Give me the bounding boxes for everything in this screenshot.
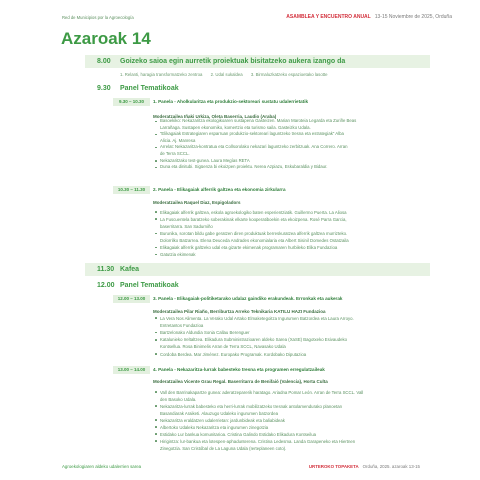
speaker-item: Nekazaritzako test-gunea. Laura Megías RETA	[153, 158, 356, 165]
panel-title: 4. Panela - Nekazaritza-lurrak babesteko tresna eta programen erregulatzaileak	[153, 366, 325, 372]
panel-time: 9.30 – 10.30	[113, 98, 150, 106]
panel-time: 12.00 – 13.00	[113, 295, 150, 303]
panel-1-header	[113, 98, 433, 106]
row-time: 12.00	[97, 281, 115, 289]
speaker-item: Elikagaiak alferrik galtzeko udal eta gizarte ekimenak programaren hurbileko Elika Fundazioa	[153, 244, 349, 251]
speaker-item: Nekazaritza-lurrak babesteko eta herri-lurrak mobilizatzeko tresnak antolamendurako planoetan Basandiarak Araiketi. Alauzugo Udaleko ingurumen batzordea	[153, 403, 363, 417]
row-time: 9.30	[97, 84, 111, 92]
panel-time: 13.00 – 14.00	[113, 366, 150, 374]
footer-event-details: Orduña, 2025. azaroak 13-15	[362, 463, 420, 469]
panel-4-speakers	[153, 389, 363, 452]
footer-event	[309, 464, 420, 469]
row-time: 8.00	[97, 58, 111, 65]
network-name: Red de Municipios por la Agroecología	[62, 14, 134, 20]
page-title: Azaroak 14	[61, 29, 151, 48]
speaker-item: “Elikagaiak Estrategiaren esparruan produkzio-sektoreari laguntzeko tresna eta estrategiak” Alba Alicia. Aj. Manresa	[153, 131, 356, 144]
speaker-item: Basoekiko: Nekazaritza ekologikoaren sustapena Gasteizen. Marian Maroteia Legarda eta Zuriñe Beas Larrañaga. Sustapen ekonomiko, komertzio eta turismo saila. Gasteizko Udala.	[153, 118, 356, 131]
panel-1-speakers	[153, 118, 356, 171]
panel-moderator: Moderatzailea Iñaki Urkiza, Oleta Baserria, Laudio (Araba)	[153, 113, 277, 119]
event-name: ASAMBLEA Y ENCUENTRO ANUAL	[286, 13, 371, 20]
panel-2-speakers	[153, 209, 349, 259]
footer-event-name: URTEROKO TOPAKETA	[308, 463, 359, 469]
event-details: 13-15 Noviembre de 2025, Orduña	[374, 13, 452, 20]
panel-moderator: Moderatzailea Raquel Diaz, Espigoladors	[153, 199, 241, 205]
schedule-row-visits	[85, 55, 430, 68]
panel-title: 2. Panela - Elikagaiak alferrik galtzea eta ekonomia zirkularra	[153, 186, 286, 192]
speaker-item: Duna eta dinitubi. Sigüenza bi ekoizpen proiektu. Nerea Azpiazu, Eskubaraldia y Bidaur.	[153, 164, 356, 171]
panel-title: 3. Panela - Elikagaiak-politiketarako udalaz gaindiko erakundeak. Erronkak eta aukerak	[153, 295, 343, 301]
row-label: Kafea	[120, 266, 140, 273]
event-header	[286, 15, 452, 20]
row-time: 11.30	[97, 266, 115, 273]
panel-3-header	[113, 295, 433, 303]
speaker-item: Cordoba Berdea. Mar Jiménez. Europako Programak. Kordobako Diputazioa	[153, 351, 354, 358]
speaker-item: Katalunieko Ireltaltzea. Elikadura Subministrazioaren aldeko Sarea (XaSE) Bagotxeko Esivaudeko Kontsellua. Rosa Binimelis Arran de Terra SCCL, Navasako Udala	[153, 336, 354, 350]
speaker-item: Nekazaritza eraldatzen udalerrietan: jardunbideak eta baliabideak	[153, 417, 363, 424]
panel-4-header	[113, 366, 433, 374]
row-label: Panel Tematikoak	[120, 84, 179, 92]
speaker-item: Hirigintza: lur-bankua eta lotespen-aphadunterena. Cristina Ledesma. Landa Garapeneko eta Hiertnen Zinegotzia. San Cristóbal de La Laguna Udala (Ierteplaneen coto).	[153, 438, 363, 452]
panel-title: 1. Panela - Aholkularitza eta produkzio-sektoreari sustatu udalerrietatik	[153, 99, 309, 104]
visit-site: 1. Relanti, haragia transformatzeko zentroa	[120, 71, 203, 77]
speaker-item: Estidako Lur bankua komunitarioa. Cristina Galindo Estidako Elikadura Kontseilua	[153, 431, 363, 438]
footer-network-name: Agroekologiaren aldeko udalerrien sarea	[62, 463, 142, 469]
speaker-item: Arrelat: Nekazaritza-kontratua eta Collsorolako nekazari laguntzeko zerbitzuak. Ana Correro. Arran de Terra SCCL.	[153, 144, 356, 157]
visit-site: 3. Birmaluzkatzeko espazioetako lasotte	[250, 71, 328, 77]
panel-2-header	[113, 186, 433, 194]
speaker-item: Elikagaiak alferrik galtzea, eskola agroekologiko baten esperientziatik. Guillermo Puerta. La Aliosa	[153, 209, 349, 216]
speaker-item: La Vera Nos Alimenta. La Verako Udal Artako Elmaketegoitza Ingurumen Batzordea eta Laura Arroyo. Entretantos Fundazioa	[153, 315, 354, 329]
panel-time: 10.30 – 11.30	[113, 186, 150, 194]
panel-moderator: Moderatzailea Pilar Riaño, Berriburtza Arreko Teknikaria KATILU HAZI Fundazioa	[153, 308, 326, 314]
row-label: Goizeko saioa egin aurretik proiektuak bisitatzeko aukera izango da	[120, 58, 346, 65]
speaker-item: Albertoko Udaleko Nekazaritza eta ingurumen zinegotzia	[153, 424, 363, 431]
schedule-row-midday-panels	[85, 279, 430, 292]
schedule-row-coffee	[85, 263, 430, 276]
panel-moderator: Moderatzailea Vicente Grau Regal. Baserritarra de Benifaió (Valencia), Horta Culta	[153, 378, 328, 384]
visit-site: 2. Udal sukaldea	[210, 71, 243, 77]
schedule-row-morning-panels	[85, 82, 430, 95]
speaker-item: Bartzelonako Aldundia Sonia Callau Berenguer	[153, 329, 354, 336]
panel-3-speakers	[153, 315, 354, 358]
speaker-item: Burunika, sorotan bildu gabe geratzen diren produktuak berreskuratzea alferrik galtzea murrizteko. Dolorrilko Batzarrea. Elena Deuceda Andrades ekonomialaria eta Albert Sisinil Domedes Ostatzaila	[153, 230, 349, 244]
speaker-item: La Fuscuentela baratzeko soberakinak elkarte kooperatiboekin eta ekoizpena. Rosé Parra Garcia, baserritarra. San Sadurniño	[153, 216, 349, 230]
speaker-item: Vall den Barrinakapartze gunea: aderatzeparerik haratago. Ariadna Pomar León. Arran de Terra SCCL. Vall den Basoko Udala.	[153, 389, 363, 403]
row-label: Panel Tematikoak	[120, 281, 179, 289]
visit-sites	[120, 72, 335, 77]
speaker-item: Gatutzia ekimenak	[153, 251, 349, 258]
